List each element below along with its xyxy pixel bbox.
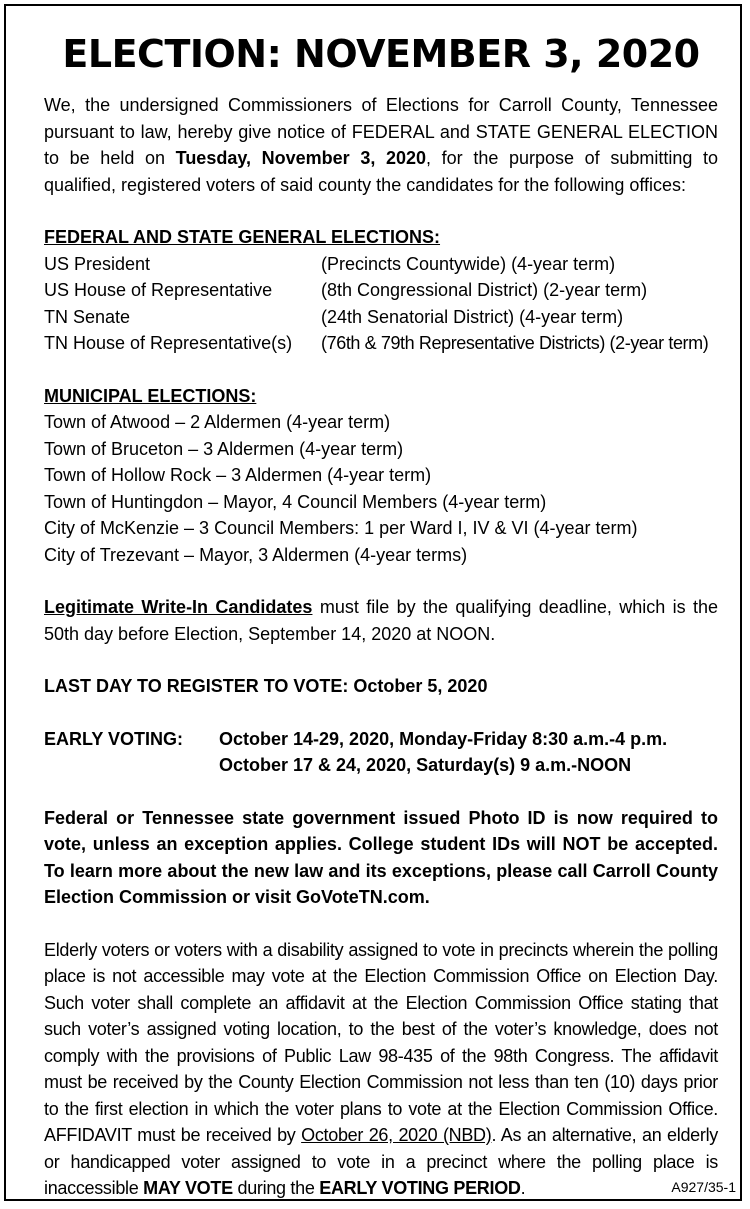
elderly-text-4: . <box>520 1178 526 1198</box>
federal-row <box>44 304 718 331</box>
writein-text: must file by the qualifying deadline, which is the 50th day before Election, September 14, 2020 at NOON. <box>44 597 718 644</box>
notice-body <box>44 92 718 1202</box>
municipal-item: Town of Bruceton – 3 Aldermen (4-year term) <box>44 438 404 459</box>
federal-row <box>44 330 718 357</box>
intro-paragraph <box>44 92 718 198</box>
writein-label: Legitimate Write-In Candidates <box>44 597 313 617</box>
election-date: Tuesday, November 3, 2020 <box>175 148 427 168</box>
federal-row <box>44 277 718 304</box>
early-voting-period-text: EARLY VOTING PERIOD <box>319 1178 521 1198</box>
elderly-text-2: . As an alternative, an elderly or handicapped voter assigned to vote in a precinct where the polling place is inaccessible <box>44 1125 718 1198</box>
early-voting-row <box>44 752 718 779</box>
elderly-text-3: during the <box>232 1178 320 1198</box>
office-detail: (24th Senatorial District) (4-year term) <box>321 306 624 327</box>
elderly-text-1: Elderly voters or voters with a disability assigned to vote in precincts wherein the polling place is not accessible may vote at the Election Commission Office on Election Day. Such voter shall complete an affidavit at the Election Commission Office stating that such voter’s assigned voting location, to the best of the voter’s knowledge, does not comply with the provisions of Public Law 98-435 of the 98th Congress. The affidavit must be received by the County Election Commission not less than ten (10) days prior to the first election in which the voter plans to vote at the Election Commission Office. AFFIDAVIT must be received by <box>44 939 718 1145</box>
municipal-item: Town of Huntingdon – Mayor, 4 Council Members (4-year term) <box>44 491 547 512</box>
office-detail: (Precincts Countywide) (4-year term) <box>321 253 616 274</box>
intro-text-2: , for the purpose of submitting to qualified, registered voters of said county the candidates for the following offices: <box>44 148 719 195</box>
may-vote-text: MAY VOTE <box>143 1178 233 1198</box>
federal-heading: FEDERAL AND STATE GENERAL ELECTIONS: <box>44 227 441 247</box>
photo-id-paragraph: Federal or Tennessee state government issued Photo ID is now required to vote, unless an exception applies. College student IDs will NOT be accepted. To learn more about the new law and its exceptions, please call Carroll County Election Commission or visit GoVoteTN.com. <box>44 807 718 907</box>
writein-paragraph <box>44 594 718 647</box>
early-voting-weekdays: October 14-29, 2020, Monday-Friday 8:30 a.m.-4 p.m. <box>219 728 668 749</box>
notice-title: ELECTION: NOVEMBER 3, 2020 <box>62 32 700 76</box>
early-voting-label: EARLY VOTING: <box>44 728 184 749</box>
affidavit-deadline: October 26, 2020 (NBD) <box>301 1125 492 1145</box>
ad-id: A927/35-1 <box>671 1179 736 1195</box>
municipal-item: City of Trezevant – Mayor, 3 Aldermen (4-year terms) <box>44 544 468 565</box>
federal-row <box>44 251 718 278</box>
municipal-item: Town of Atwood – 2 Aldermen (4-year term) <box>44 412 391 432</box>
office-detail: (76th & 79th Representative Districts) (2-year term) <box>321 333 709 353</box>
office-name: TN Senate <box>44 306 131 327</box>
early-voting-saturdays: October 17 & 24, 2020, Saturday(s) 9 a.m.-NOON <box>219 755 632 775</box>
municipal-item: Town of Hollow Rock – 3 Aldermen (4-year term) <box>44 465 432 485</box>
municipal-item: City of McKenzie – 3 Council Members: 1 per Ward I, IV & VI (4-year term) <box>44 518 638 538</box>
office-name: TN House of Representative(s) <box>44 333 293 353</box>
office-name: US President <box>44 253 151 274</box>
office-name: US House of Representative <box>44 280 273 300</box>
municipal-heading: MUNICIPAL ELECTIONS: <box>44 385 257 406</box>
notice-border <box>4 4 742 1201</box>
intro-text-1: We, the undersigned Commissioners of Elections for Carroll County, Tennessee pursuant to law, hereby give notice of FEDERAL and STATE GENERAL ELECTION to be held on <box>44 95 718 168</box>
office-detail: (8th Congressional District) (2-year term) <box>321 280 648 300</box>
register-deadline: LAST DAY TO REGISTER TO VOTE: October 5, 2020 <box>44 676 488 696</box>
early-voting-row <box>44 726 718 753</box>
elderly-paragraph <box>44 937 718 1202</box>
